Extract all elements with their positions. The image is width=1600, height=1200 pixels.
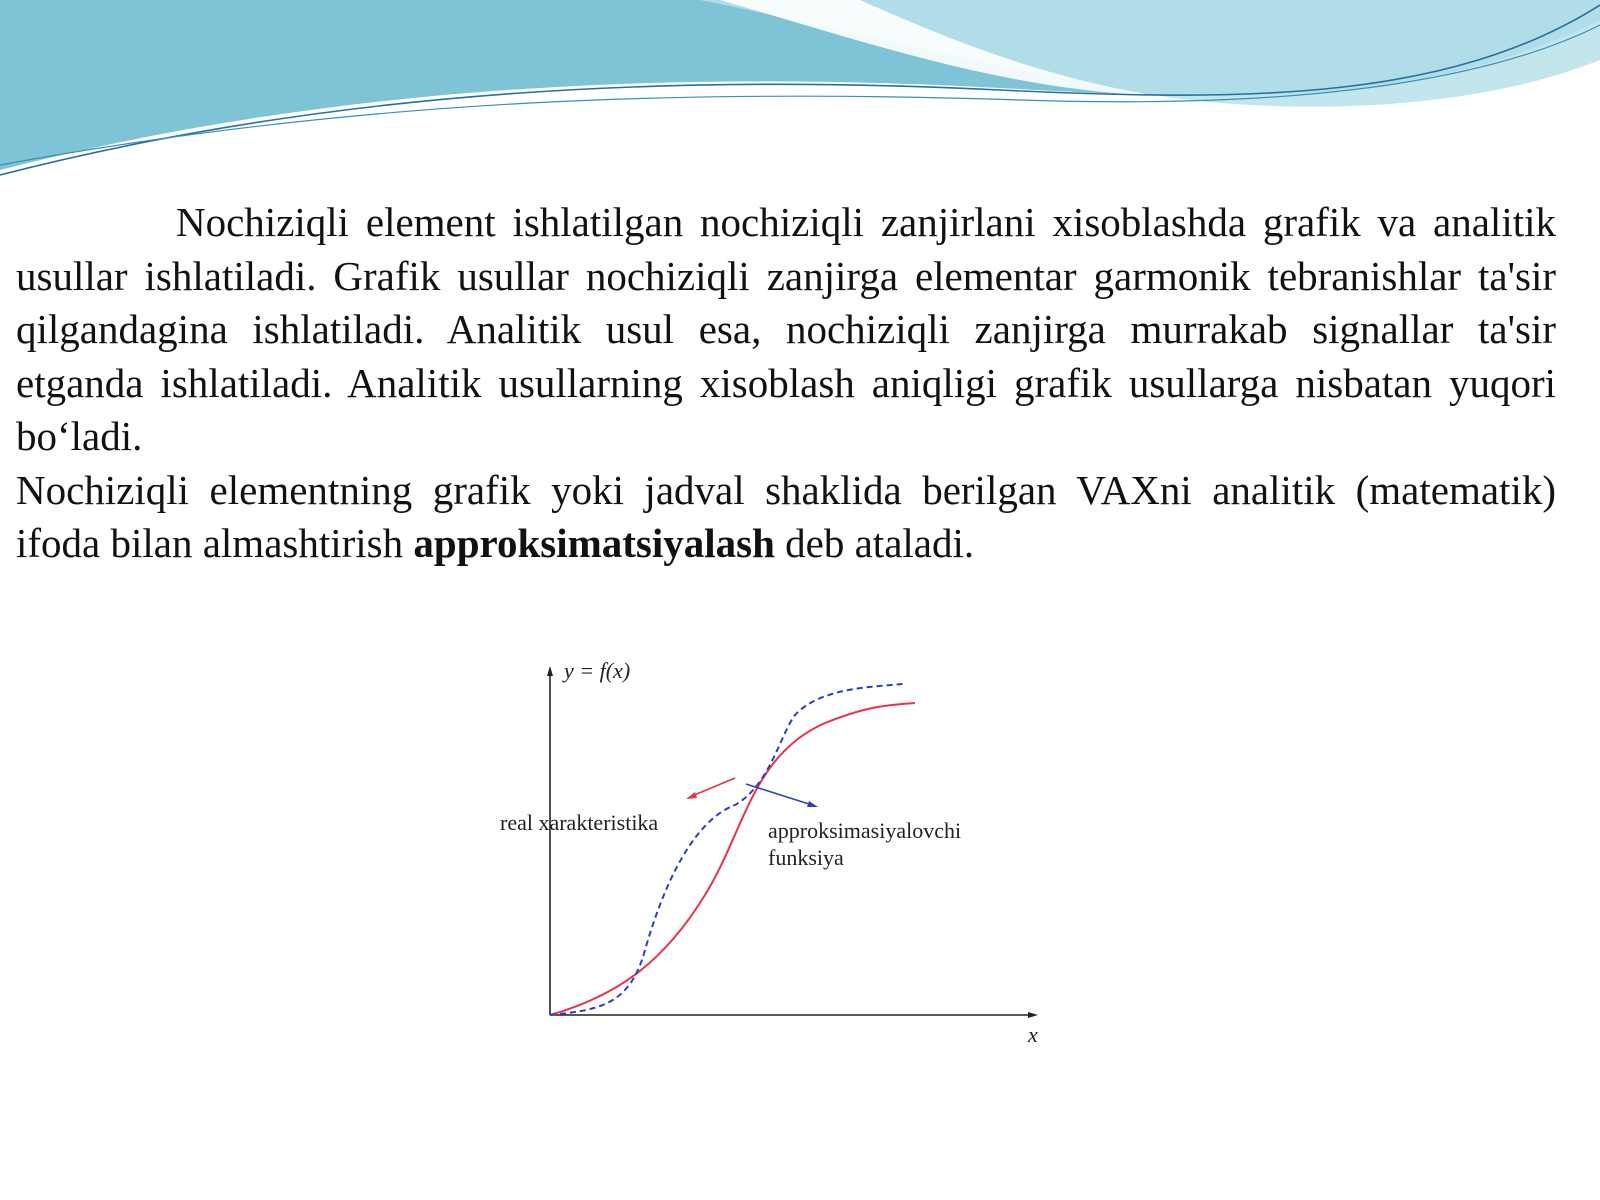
main-text <box>16 196 1556 571</box>
real-characteristic-label: real xarakteristika <box>500 810 659 835</box>
definition-text-start: Nochiziqli elementning grafik yoki jadval shaklida berilgan VAXni analitik (matematik) ifoda bilan almashtirish <box>16 466 1556 566</box>
real-characteristic-curve <box>550 703 915 1015</box>
real-curve-pointer <box>692 778 735 796</box>
x-axis-label: x <box>1028 1022 1038 1047</box>
paragraph-methods: Nochiziqli element ishlatilgan nochiziqli zanjirlani xisoblashda grafik va analitik usullar ishlatiladi. Grafik usullar nochiziqli zanjirga elementar garmonik tebranishlar ta'sir qilgandagina ishlatiladi. Analitik usul esa, nochiziqli zanjirga murrakab signallar ta'sir etganda ishlatiladi. Analitik usullarning xisoblash aniqligi grafik usullarga nisbatan yuqori bo‘ladi. <box>16 199 1556 459</box>
approx-function-label-line1: approksimasiyalovchi <box>768 818 962 843</box>
y-axis-label: y = f(x) <box>564 660 631 683</box>
approx-curve-pointer <box>746 784 812 805</box>
x-axis-arrow <box>1028 1012 1038 1018</box>
real-curve-pointer-head <box>686 792 697 799</box>
y-axis-arrow <box>547 666 553 676</box>
approx-function-label-line2: funksiya <box>768 845 844 870</box>
definition-text-end: deb ataladi. <box>774 520 975 566</box>
approximation-term: approksimatsiyalash <box>413 520 775 566</box>
approximating-function-curve <box>550 684 903 1015</box>
approx-curve-pointer-head <box>807 801 818 807</box>
paragraph-definition <box>16 464 1556 571</box>
approximation-figure <box>490 660 1070 1060</box>
decorative-wave-banner <box>0 0 1600 200</box>
